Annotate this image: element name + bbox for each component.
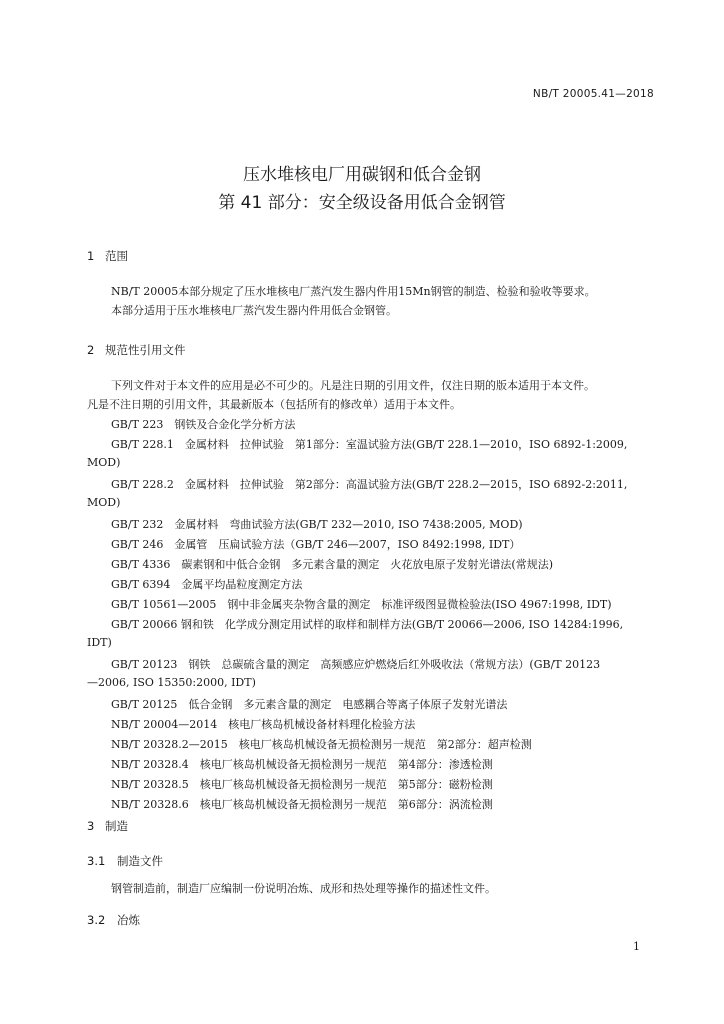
document-subtitle: 第 41 部分：安全级设备用低合金钢管: [218, 193, 506, 213]
section-title: 制造: [105, 819, 128, 833]
subsection-title: 冶炼: [117, 913, 140, 927]
subsection-heading-smelting: [87, 912, 140, 928]
reference-item: GB/T 228.1 金属材料 拉伸试验 第1部分：室温试验方法(GB/T 228.1—2010，ISO 6892-1:2009,: [111, 438, 628, 451]
manufacturing-documents-paragraph: 钢管制造前，制造厂应编制一份说明冶炼、成形和热处理等操作的描述性文件。: [111, 882, 496, 895]
reference-item: GB/T 20123 钢铁 总碳硫含量的测定 高频感应炉燃烧后红外吸收法（常规方法）(GB/T 20123: [111, 658, 601, 671]
reference-item: NB/T 20328.6 核电厂核岛机械设备无损检测另一规范 第6部分：涡流检测: [111, 798, 493, 811]
reference-item: GB/T 223 钢铁及合金化学分析方法: [111, 418, 296, 431]
section-number: 1: [87, 249, 95, 263]
section-title: 范围: [105, 249, 128, 263]
reference-item: GB/T 232 金属材料 弯曲试验方法(GB/T 232—2010, ISO 7438:2005, MOD): [111, 518, 523, 531]
section-heading-scope: [87, 248, 128, 264]
reference-item-continuation: MOD): [87, 496, 121, 509]
reference-item: NB/T 20328.5 核电厂核岛机械设备无损检测另一规范 第5部分：磁粉检测: [111, 778, 493, 791]
reference-item: GB/T 246 金属管 压扁试验方法（GB/T 246—2007，ISO 8492:1998, IDT）: [111, 538, 521, 551]
standard-code: NB/T 20005.41—2018: [532, 88, 654, 100]
references-intro-line-1: 下列文件对于本文件的应用是必不可少的。凡是注日期的引用文件，仅注日期的版本适用于本文件。: [111, 379, 595, 392]
reference-item: GB/T 20066 钢和铁 化学成分测定用试样的取样和制样方法(GB/T 20066—2006, ISO 14284:1996,: [111, 618, 624, 631]
references-intro-line-2: 凡是不注日期的引用文件，其最新版本（包括所有的修改单）适用于本文件。: [87, 398, 461, 411]
reference-item-continuation: MOD): [87, 456, 121, 469]
subsection-heading-manufacturing-documents: [87, 853, 163, 869]
reference-item: GB/T 20125 低合金钢 多元素含量的测定 电感耦合等离子体原子发射光谱法: [111, 698, 508, 711]
section-heading-normative-references: [87, 342, 186, 358]
reference-item: NB/T 20004—2014 核电厂核岛机械设备材料理化检验方法: [111, 718, 416, 731]
reference-item: NB/T 20328.4 核电厂核岛机械设备无损检测另一规范 第4部分：渗透检测: [111, 758, 493, 771]
reference-item-continuation: IDT): [87, 636, 112, 649]
section-heading-manufacturing: [87, 818, 128, 834]
subsection-number: 3.2: [87, 913, 106, 927]
scope-paragraph-1: NB/T 20005本部分规定了压水堆核电厂蒸汽发生器内件用15Mn钢管的制造、检验和验收等要求。: [111, 285, 596, 298]
subsection-number: 3.1: [87, 854, 106, 868]
section-number: 3: [87, 819, 95, 833]
reference-item: GB/T 4336 碳素钢和中低合金钢 多元素含量的测定 火花放电原子发射光谱法(常规法): [111, 558, 553, 571]
reference-item: GB/T 6394 金属平均晶粒度测定方法: [111, 578, 303, 591]
reference-item: GB/T 10561—2005 钢中非金属夹杂物含量的测定 标准评级图显微检验法(ISO 4967:1998, IDT): [111, 598, 612, 611]
section-number: 2: [87, 343, 95, 357]
page-number: 1: [633, 940, 640, 953]
reference-item: NB/T 20328.2—2015 核电厂核岛机械设备无损检测另一规范 第2部分：超声检测: [111, 738, 532, 751]
scope-paragraph-2: 本部分适用于压水堆核电厂蒸汽发生器内件用低合金钢管。: [111, 304, 397, 317]
section-title: 规范性引用文件: [105, 343, 186, 357]
reference-item-continuation: —2006, ISO 15350:2000, IDT): [87, 676, 256, 689]
reference-item: GB/T 228.2 金属材料 拉伸试验 第2部分：高温试验方法(GB/T 228.2—2015，ISO 6892-2:2011,: [111, 478, 628, 491]
document-title: 压水堆核电厂用碳钢和低合金钢: [243, 165, 481, 185]
subsection-title: 制造文件: [117, 854, 163, 868]
